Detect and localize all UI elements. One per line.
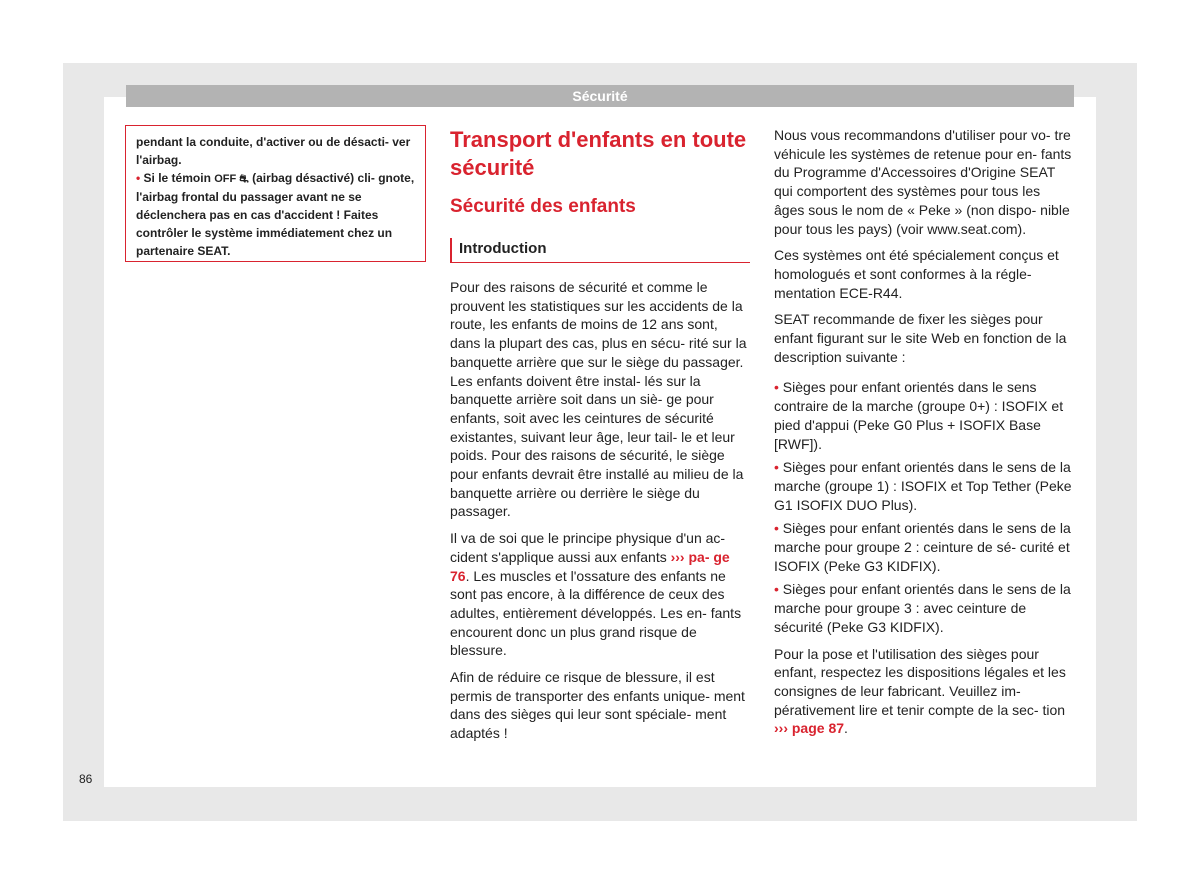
- list-item: [774, 458, 1074, 514]
- list-item-text: Sièges pour enfant orientés dans le sens contraire de la marche (groupe 0+) : ISOFIX et pied d'appui (Peke G0 Plus + ISOFIX Base [RWF]).: [774, 379, 1064, 452]
- paragraph-text: Pour la pose et l'utilisation des sièges pour enfant, respectez les dispositions légales et les consignes de leur fabricant. Veuillez im- pérativement lire et tenir compte de la sec- tion: [774, 645, 1066, 718]
- paragraph-text: Il va de soi que le principe physique d'un ac- cident s'applique aussi aux enfants: [450, 530, 726, 565]
- paragraph: Nous vous recommandons d'utiliser pour vo- tre véhicule les systèmes de retenue pour en- fants du Programme d'Accessoires d'Origine SEAT qui comportent des systèmes pour tous les âges sous le nom de « Peke » (non dispo- nible pour tous les pays) (voir www.seat.com).: [774, 127, 1072, 237]
- bullet-icon: •: [774, 581, 779, 598]
- list-item: [774, 580, 1074, 636]
- warning-text-part: (airbag désactivé) cli- gnote, l'airbag frontal du passager avant ne se déclenchera pas en cas d'accident ! Faites contrôler le système immédiatement chez un partenaire SEAT.: [136, 171, 415, 258]
- bullet-icon: •: [774, 459, 779, 476]
- list-item-text: Sièges pour enfant orientés dans le sens de la marche pour groupe 3 : avec ceinture de sécurité (Peke G3 KIDFIX).: [774, 581, 1071, 635]
- bullet-icon: •: [774, 379, 779, 396]
- bullet-icon: •: [136, 171, 141, 185]
- bullet-icon: •: [774, 520, 779, 537]
- page-subtitle: Sécurité des enfants: [450, 196, 636, 217]
- paragraph-text: . Les muscles et l'ossature des enfants ne sont pas encore, à la différence de ceux des adultes, entièrement développés. Les en- fants encourent donc un plus grand risque de blessure.: [450, 567, 742, 659]
- warning-text-part: Si le témoin: [143, 171, 211, 185]
- paragraph: Ces systèmes ont été spécialement conçus et homologués et sont conformes à la régle- mentation ECE-R44.: [774, 247, 1059, 301]
- paragraph-text: .: [844, 720, 848, 737]
- right-column: [774, 126, 1074, 738]
- airbag-off-icon: OFF ⛐: [214, 173, 249, 185]
- page-title: Transport d'enfants en toute sécurité: [450, 127, 747, 180]
- warning-bullet-item: [136, 169, 417, 260]
- section-header: Sécurité: [126, 85, 1074, 107]
- paragraph: [450, 529, 750, 660]
- warning-text: pendant la conduite, d'activer ou de désacti- ver l'airbag.: [136, 135, 411, 167]
- page-link[interactable]: ››› page 87: [774, 720, 845, 737]
- list-item-text: Sièges pour enfant orientés dans le sens de la marche (groupe 1) : ISOFIX et Top Tether (Peke G1 ISOFIX DUO Plus).: [774, 459, 1072, 513]
- list-item-text: Sièges pour enfant orientés dans le sens de la marche pour groupe 2 : ceinture de sé- curité et ISOFIX (Peke G3 KIDFIX).: [774, 520, 1071, 574]
- middle-column: [450, 126, 750, 743]
- warning-box: [125, 125, 426, 262]
- seat-list: [774, 378, 1074, 636]
- paragraph: SEAT recommande de fixer les sièges pour enfant figurant sur le site Web en fonction de la description suivante :: [774, 311, 1067, 365]
- page-link[interactable]: ››› pa- ge 76: [450, 548, 730, 584]
- paragraph: Pour des raisons de sécurité et comme le prouvent les statistiques sur les accidents de la route, les enfants de moins de 12 ans sont, dans la plupart des cas, plus en sécu- rité sur la banquette arrière que sur le siège du passager. Les enfants doivent être instal- lés sur la banquette arrière soit dans un siè- ge pour enfants, soit avec les ceintures de sécurité existantes, suivant leur âge, leur tail- le et leur poids. Pour des raisons de sécurité, le siège pour enfants devrait être installé au milieu de la banquette arrière ou derrière le siège du passager.: [450, 279, 747, 520]
- paragraph: Afin de réduire ce risque de blessure, il est permis de transporter des enfants unique- ment dans des sièges qui leur sont spéciale- ment adaptés !: [450, 669, 745, 742]
- list-item: [774, 378, 1074, 453]
- paragraph: [774, 645, 1074, 739]
- section-heading: Introduction: [450, 238, 750, 263]
- list-item: [774, 519, 1074, 575]
- page-number: 86: [79, 772, 93, 786]
